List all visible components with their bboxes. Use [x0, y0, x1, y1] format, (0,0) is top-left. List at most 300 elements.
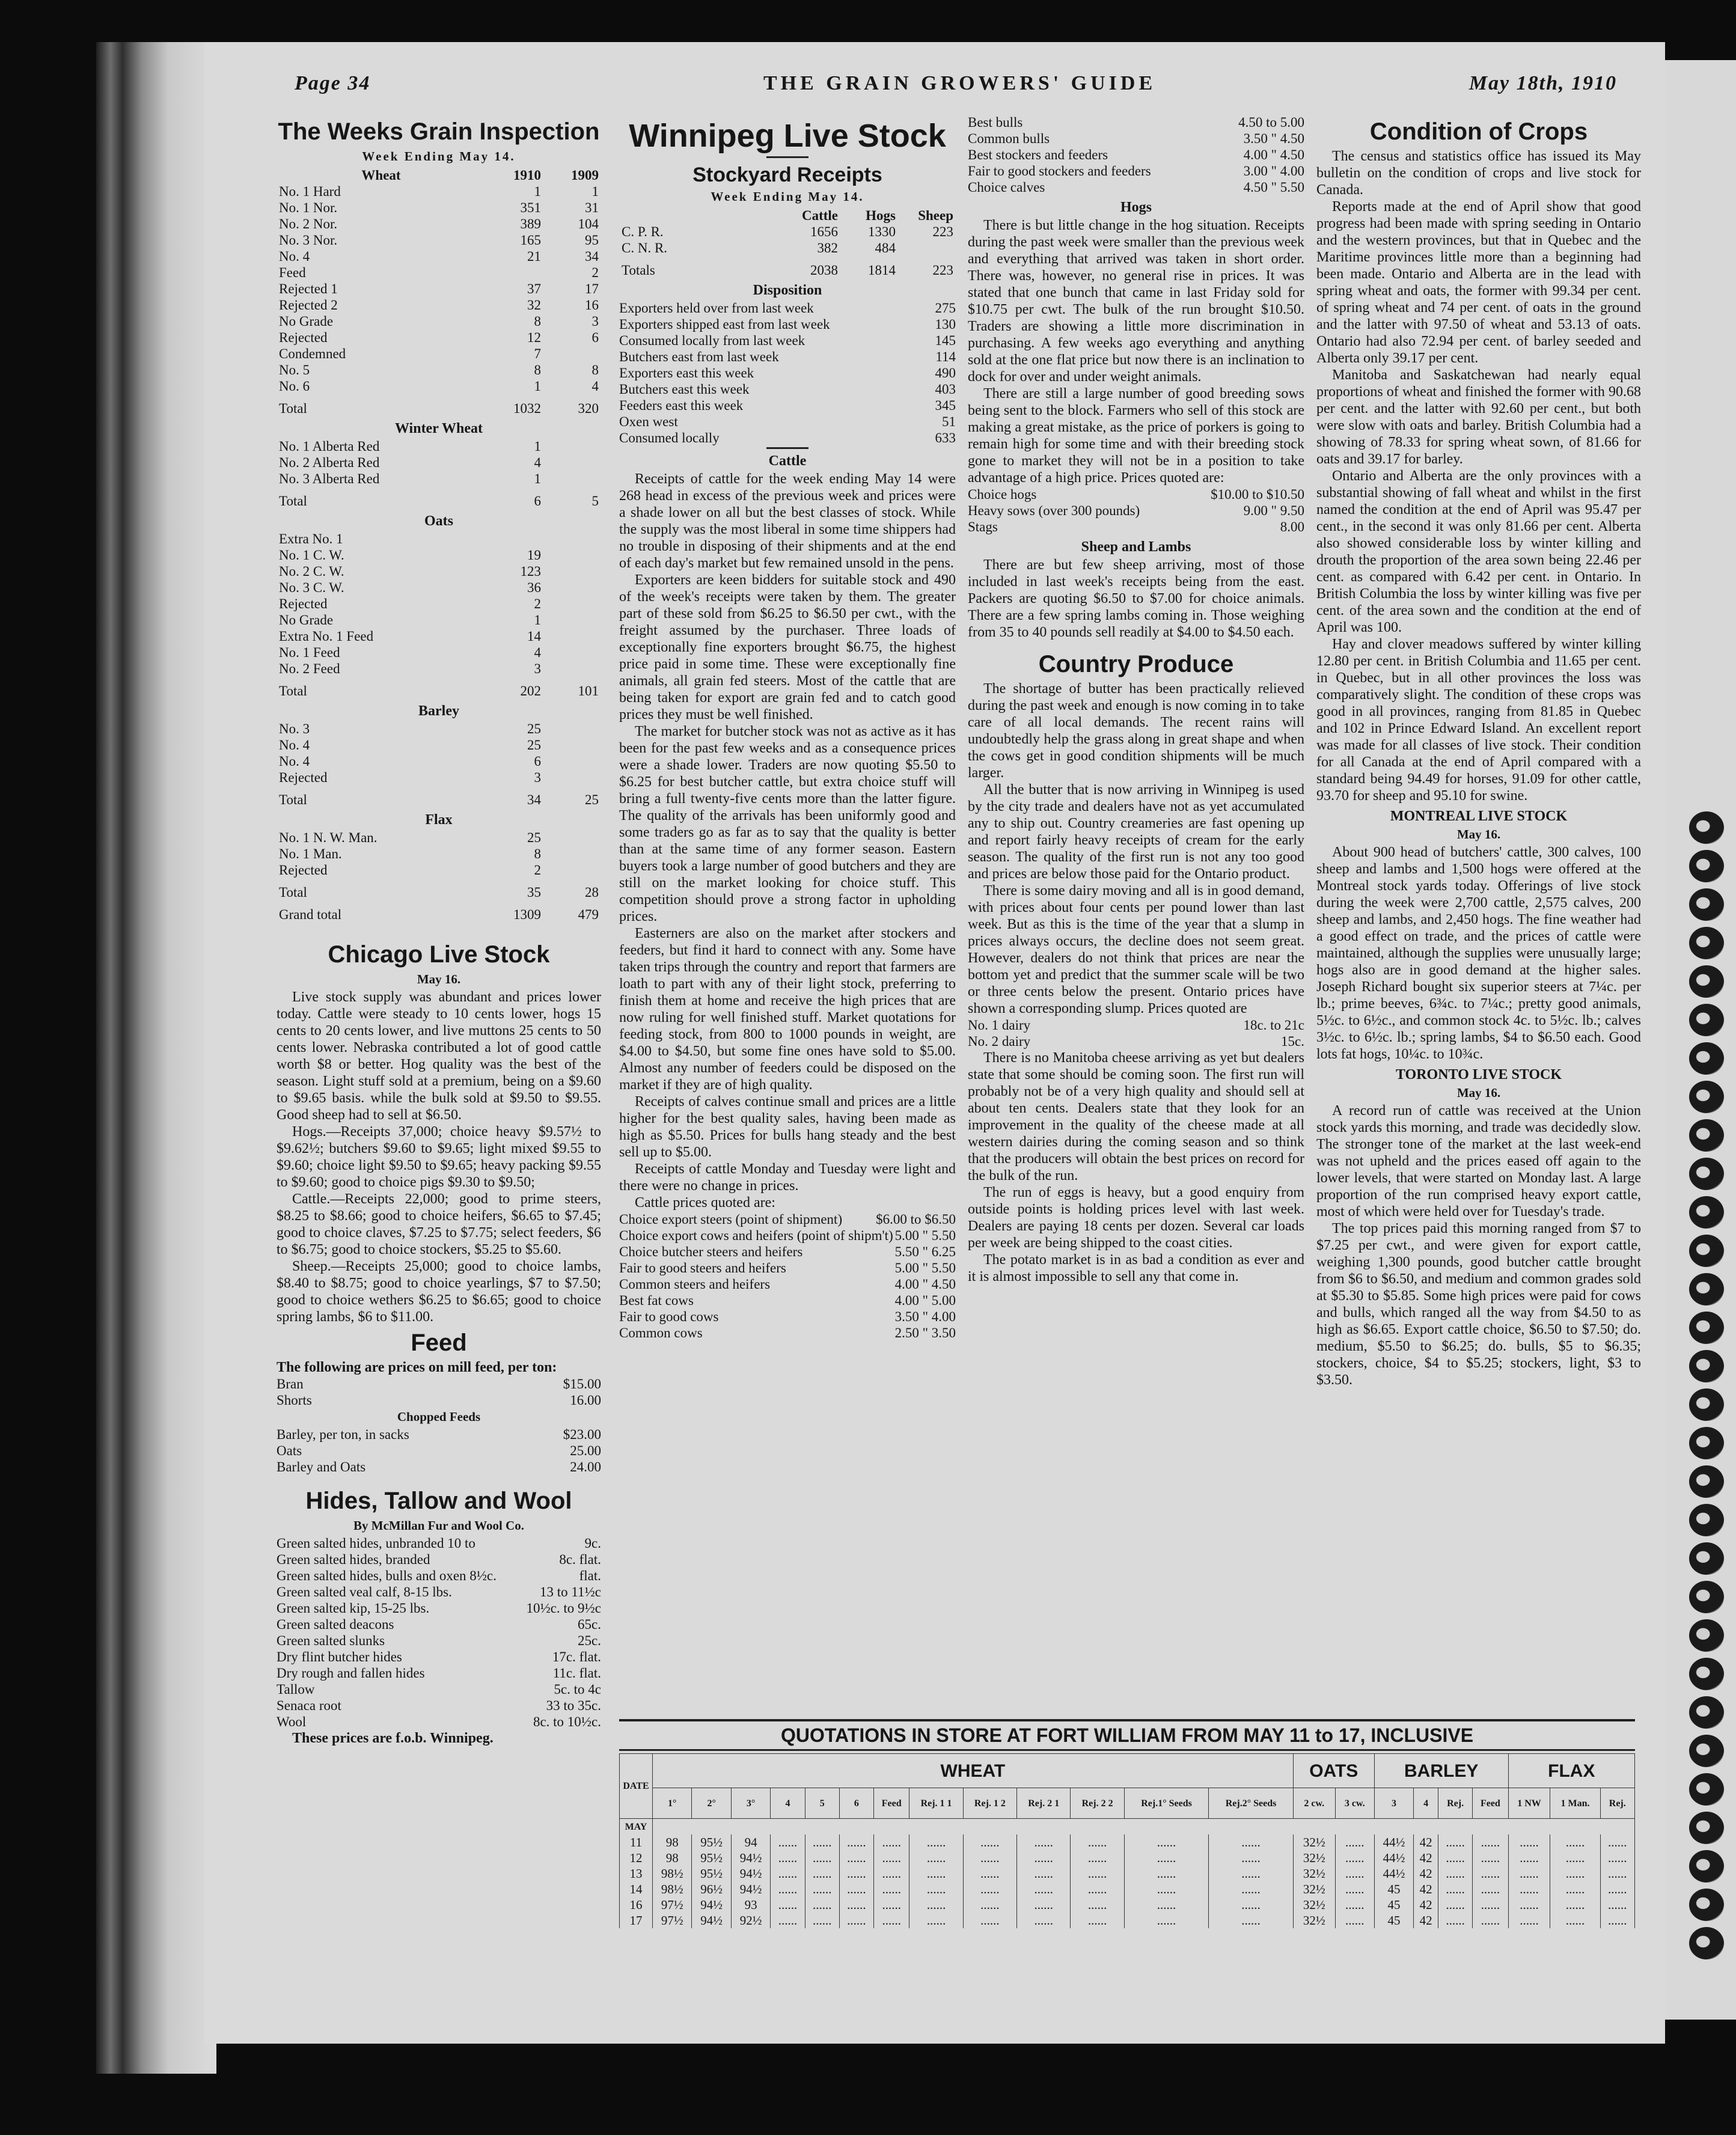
grand-total-label: Grand total — [279, 907, 342, 922]
toronto-title: TORONTO LIVE STOCK — [1395, 1067, 1562, 1083]
row-value: 389 — [520, 216, 541, 231]
hides-title: Hides, Tallow and Wool — [305, 1488, 572, 1514]
table-row — [277, 737, 601, 753]
price-line — [277, 1600, 601, 1616]
quotation-price: 44½ — [1374, 1850, 1413, 1866]
quotation-price: ...... — [1335, 1834, 1374, 1850]
paragraph: Hogs.—Receipts 37,000; choice heavy $9.57½ to $9.62½; butchers $9.60 to $9.65; light mixed $9.55 to $9.60; choice light $9.50 to $9.65; heavy packing $9.55 to $9.60; good to choice pigs $9.30 to $9.50; — [277, 1124, 601, 1190]
table-row — [277, 596, 601, 612]
quotation-price: ...... — [1508, 1834, 1550, 1850]
price-line — [277, 1551, 601, 1568]
receipts-table — [619, 207, 956, 278]
chopped-feed-prices — [277, 1426, 601, 1475]
table-row — [277, 232, 601, 248]
quotation-price: 44½ — [1374, 1866, 1413, 1881]
row-value: 25 — [527, 830, 541, 845]
row-value — [543, 471, 601, 487]
quotation-price: ...... — [1473, 1850, 1508, 1866]
price-line — [968, 163, 1304, 179]
divider — [766, 447, 808, 449]
price-label: No. 2 dairy — [968, 1034, 1031, 1049]
price-value: 18c. to 21c — [1243, 1018, 1304, 1033]
quotation-price: 42 — [1414, 1897, 1438, 1913]
quotation-price: ...... — [963, 1834, 1016, 1850]
quotation-price: ...... — [1124, 1881, 1209, 1897]
row-value — [543, 579, 601, 596]
quotation-price: ...... — [963, 1881, 1016, 1897]
price-label: Best fat cows — [619, 1293, 694, 1308]
issue-date: May 18th, 1910 — [1469, 72, 1617, 94]
price-value: 145 — [935, 333, 956, 348]
paragraph: A record run of cattle was received at the Union stock yards this morning, and trade was decidedly slow. The stronger tone of the market at the last week-end was not upheld and the prices eased off again to the lower levels, that were started on Monday last. A large proportion of the run comprised heavy export cattle, most of which were held over for Tuesday's trade. — [1316, 1103, 1641, 1220]
price-line — [968, 179, 1304, 195]
quotation-price: 44½ — [1374, 1834, 1413, 1850]
row-value: 1 — [591, 184, 599, 199]
table-row — [277, 454, 601, 471]
price-label: Oats — [277, 1443, 302, 1458]
quotation-price: ...... — [874, 1913, 909, 1928]
receipts-rows — [619, 224, 956, 278]
quotation-price: ...... — [771, 1881, 805, 1897]
quotation-price: ...... — [1209, 1897, 1294, 1913]
price-line — [619, 300, 956, 316]
row-value: 6 — [534, 754, 541, 769]
row-value: 1330 — [868, 224, 896, 239]
price-label: Senaca root — [277, 1698, 341, 1713]
page-header — [295, 72, 1629, 108]
cattle-label: Cattle — [768, 453, 807, 469]
row-label: No. 1 Hard — [279, 184, 341, 199]
price-value: 4.00 " 5.00 — [894, 1293, 956, 1308]
bull-prices — [968, 114, 1304, 195]
paragraph: The run of eggs is heavy, but a good enquiry from outside points is holding prices level with last week. Dealers are paying 18 cents per dozen. Several car loads per week are being shipped to the coast cities. — [968, 1185, 1304, 1251]
quotation-price: 95½ — [692, 1850, 731, 1866]
row-value: 8 — [534, 846, 541, 861]
row-value: 101 — [578, 683, 599, 698]
quotation-subheader: 2 cw. — [1293, 1788, 1335, 1819]
table-row — [277, 769, 601, 786]
quotation-price: 32½ — [1293, 1834, 1335, 1850]
price-value: 9.00 " 9.50 — [1243, 503, 1304, 518]
quotation-price: ...... — [1017, 1913, 1071, 1928]
row-value: 7 — [534, 346, 541, 361]
row-label: No. 2 Feed — [279, 661, 340, 676]
price-label: Choice butcher steers and heifers — [619, 1244, 803, 1259]
quotation-row — [620, 1850, 1635, 1866]
quotation-row — [620, 1881, 1635, 1897]
quotation-price: ...... — [909, 1834, 963, 1850]
row-value — [898, 240, 956, 256]
receipts-subtitle: Week Ending May 14. — [711, 189, 864, 204]
year-1910: 1910 — [513, 168, 541, 183]
oats-label: Oats — [424, 513, 453, 529]
quotation-price: 94½ — [731, 1866, 770, 1881]
grand-total-table — [277, 900, 601, 923]
price-line — [619, 397, 956, 414]
produce-paragraphs-2 — [968, 1049, 1304, 1285]
quotation-price: ...... — [874, 1897, 909, 1913]
price-line — [968, 147, 1304, 163]
row-value: 6 — [534, 493, 541, 509]
price-line — [619, 1244, 956, 1260]
table-row — [277, 329, 601, 346]
quotation-price: 32½ — [1293, 1850, 1335, 1866]
quotation-price: ...... — [1124, 1866, 1209, 1881]
table-row — [277, 394, 601, 417]
quotation-price: 97½ — [653, 1897, 692, 1913]
quotation-date: 11 — [620, 1834, 653, 1850]
price-line — [277, 1681, 601, 1697]
quotation-price: ...... — [1600, 1834, 1634, 1850]
binding-ring — [1689, 1465, 1724, 1498]
price-value: 4.50 " 5.50 — [1243, 180, 1304, 195]
quotation-price: 45 — [1374, 1897, 1413, 1913]
paragraph: The market for butcher stock was not as active as it has been for the past few weeks and as a consequence prices were a shade lower. Traders are now quoting $5.50 to $6.25 for best butcher cattle, but extra choice stuff will bring a full twenty-five cents more than the latter figure. The quality of the arrivals has been uniformly good and some traders go as far as to say that the quality is better than at the same time of any former season. Eastern buyers took a large number of good butchers and they are still on the market looking for choice stuff. This competition should prove a strong factor in upholding prices. — [619, 724, 956, 924]
row-value — [543, 644, 601, 661]
price-label: Choice export cows and heifers (point of shipm't) — [619, 1228, 893, 1243]
row-value: 95 — [585, 233, 599, 248]
price-line — [277, 1697, 601, 1714]
price-label: Stags — [968, 519, 998, 534]
newspaper-page — [204, 42, 1665, 2044]
quotations-title: QUOTATIONS IN STORE AT FORT WILLIAM FROM MAY 11 to 17, INCLUSIVE — [619, 1719, 1635, 1751]
row-label: No. 3 C. W. — [279, 580, 344, 595]
quotation-price: ...... — [1209, 1850, 1294, 1866]
quotation-price: ...... — [874, 1850, 909, 1866]
wheat-inspection-table — [277, 167, 601, 417]
table-row — [277, 313, 601, 329]
row-label: Total — [279, 792, 307, 807]
quotation-price: 96½ — [692, 1881, 731, 1897]
table-row — [277, 862, 601, 878]
paragraph: The shortage of butter has been practically relieved during the past week and enough is now coming in to take care of all local demands. The recent rains will undoubtedly help the grass along in great shape and when the cows get in good condition shipments will be much larger. — [968, 681, 1304, 781]
quotation-price: ...... — [1508, 1881, 1550, 1897]
oats-header: OATS — [1293, 1754, 1374, 1788]
table-row — [619, 224, 956, 240]
quotation-price: 97½ — [653, 1913, 692, 1928]
price-value: 3.50 " 4.50 — [1243, 131, 1304, 146]
paragraph: Ontario and Alberta are the only provinces with a substantial showing of fall wheat and whilst in the first named the condition at the end of April was 95.47 per cent., in the second it was only 81.66 per cent. Alberta also showed considerable loss by winter killing and drouth the proportion of the area sown being 22.46 per cent. as compared with 6.42 per cent. in Ontario. In British Columbia the loss by winter killing was five per cent. of the area sown and the condition at the end of April was 100. — [1316, 468, 1641, 635]
montreal-date: May 16. — [1456, 827, 1501, 841]
oats-rows — [277, 531, 601, 699]
paragraph: There is but little change in the hog situation. Receipts during the past week were smaller than the previous week and everything that arrived was taken in short order. There was, however, no general rise in prices. It was stated that one bunch that came in last Friday sold for $10.75 per cwt. The bulk of the run brought $10.50. Traders are showing a little more discrimination in purchasing. A few weeks ago everything and anything sold at the one flat price but now there is an inclination to dock for over and under weight animals. — [968, 218, 1304, 385]
quotation-price: ...... — [805, 1913, 839, 1928]
quotation-price: ...... — [1600, 1866, 1634, 1881]
row-label: Rejected — [279, 863, 328, 878]
price-line — [277, 1376, 601, 1392]
price-value: 25c. — [578, 1633, 601, 1648]
binding-ring — [1689, 927, 1724, 959]
row-label: Total — [279, 493, 307, 509]
row-value: 382 — [817, 240, 838, 255]
row-label: Total — [279, 885, 307, 900]
binding-ring — [1689, 965, 1724, 998]
price-value: 11c. flat. — [552, 1666, 601, 1681]
price-value: 3.00 " 4.00 — [1243, 163, 1304, 179]
paragraph: All the butter that is now arriving in Winnipeg is used by the city trade and dealers have not as yet accumulated any to ship out. Country creameries are fast opening up and report fairly heavy receipts of cream for the early season. The quality of the first run is not any too good and prices are below those paid for the Ontario product. — [968, 782, 1304, 882]
quotation-subheader: Rej. 1 1 — [909, 1788, 963, 1819]
row-value — [543, 769, 601, 786]
price-value: 633 — [935, 430, 956, 445]
price-label: Choice export steers (point of shipment) — [619, 1212, 843, 1227]
quotation-price: ...... — [1550, 1866, 1600, 1881]
quotation-price: ...... — [1124, 1834, 1209, 1850]
price-label: Best bulls — [968, 115, 1023, 130]
binding-ring — [1689, 1542, 1724, 1575]
price-label: Green salted slunks — [277, 1633, 385, 1648]
quotation-price: 42 — [1414, 1881, 1438, 1897]
row-value: 25 — [527, 738, 541, 753]
binding-ring — [1689, 811, 1724, 844]
quotation-subheader: 1° — [653, 1788, 692, 1819]
paragraph: Hay and clover meadows suffered by winter killing 12.80 per cent. in British Columbia and 11.65 per cent. in Quebec, but in all other provinces the loss was comparatively slight. The condition of these crops was good in all provinces, ranging from 81.85 in Quebec and 102 in Prince Edward Island. An excellent report was made for all classes of live stock. Their condition for all Canada at the end of April compared with a standard being 94.49 for horses, 91.09 for other cattle, 93.70 for sheep and 95.10 for swine. — [1316, 637, 1641, 804]
row-value: 223 — [932, 224, 953, 239]
price-label: Fair to good stockers and feeders — [968, 163, 1151, 179]
quotation-price: ...... — [909, 1897, 963, 1913]
row-label: Total — [279, 401, 307, 416]
row-label: No. 1 Feed — [279, 645, 340, 660]
row-value: 4 — [534, 455, 541, 470]
paragraph: The potato market is in as bad a condition as ever and it is almost impossible to sell any that come in. — [968, 1252, 1304, 1284]
row-value: 351 — [520, 200, 541, 215]
row-value: 21 — [527, 249, 541, 264]
quotation-subheader: 4 — [1414, 1788, 1438, 1819]
price-value: 345 — [935, 398, 956, 413]
row-value: 8 — [534, 314, 541, 329]
price-line — [277, 1633, 601, 1649]
price-label: Oxen west — [619, 414, 678, 429]
row-value: 2 — [534, 863, 541, 878]
row-label: Feed — [279, 265, 306, 280]
table-row — [277, 346, 601, 362]
paragraph: Reports made at the end of April show that good progress had been made with spring seeding in Ontario and the western provinces, but that in Quebec and the Maritime provinces little more than a beginning had been made. Ontario and Alberta are in the lead with spring wheat and oats, the former with 99.34 per cent. of spring wheat and 74 per cent. of oats in the ground and the latter with 97.50 of wheat and 53.13 of oats. Ontario had also 72.94 per cent. of barley seeded and Alberta only 39.17 per cent. — [1316, 199, 1641, 366]
row-value — [543, 454, 601, 471]
table-row — [277, 264, 601, 281]
table-row — [277, 487, 601, 509]
quotation-price: ...... — [1071, 1913, 1124, 1928]
quotation-price: ...... — [805, 1834, 839, 1850]
grain-inspection-subtitle: Week Ending May 14. — [362, 149, 516, 163]
quotation-price: ...... — [1017, 1881, 1071, 1897]
quotation-price: ...... — [963, 1897, 1016, 1913]
quotation-price: ...... — [1124, 1850, 1209, 1866]
price-value: 5.00 " 5.50 — [894, 1228, 956, 1243]
quotation-price: 95½ — [692, 1866, 731, 1881]
divider — [766, 156, 808, 158]
price-line — [619, 1211, 956, 1227]
row-value: 1 — [534, 379, 541, 394]
table-row — [277, 661, 601, 677]
quotation-date: 17 — [620, 1913, 653, 1928]
receipts-header-blank — [619, 207, 783, 224]
price-label: Green salted veal calf, 8-15 lbs. — [277, 1584, 452, 1599]
quotation-price: ...... — [909, 1866, 963, 1881]
quotation-price: 42 — [1414, 1866, 1438, 1881]
row-value: 123 — [520, 564, 541, 579]
price-value: 15c. — [1281, 1034, 1304, 1049]
quotation-price: ...... — [771, 1866, 805, 1881]
quotation-price: ...... — [1124, 1897, 1209, 1913]
row-label: No Grade — [279, 612, 334, 628]
binding-ring — [1689, 1619, 1724, 1652]
price-line — [968, 1033, 1304, 1049]
quotation-price: 98 — [653, 1850, 692, 1866]
price-label: Green salted hides, bulls and oxen 8½c. — [277, 1568, 497, 1583]
quotation-price: ...... — [1209, 1834, 1294, 1850]
row-label: No. 1 Nor. — [279, 200, 338, 215]
toronto-date: May 16. — [1456, 1086, 1501, 1100]
quotation-subheader: 1 Man. — [1550, 1788, 1600, 1819]
price-label: Common bulls — [968, 131, 1050, 146]
quotation-price: ...... — [1438, 1866, 1472, 1881]
price-label: Common steers and heifers — [619, 1277, 771, 1292]
row-value: 17 — [585, 281, 599, 296]
price-label: Dry rough and fallen hides — [277, 1666, 425, 1681]
price-label: Barley and Oats — [277, 1459, 366, 1474]
sheep-paragraph: There are but few sheep arriving, most of those included in last week's receipts being from the east. Packers are quoting $6.50 to $7.00 for choice animals. There are a few spring lambs coming in. Those weighing from 35 to 40 pounds sell readily at $4.00 to $4.50 each. — [968, 557, 1304, 640]
paragraph: Live stock supply was abundant and prices lower today. Cattle were steady to 10 cents lower, hogs 15 cents to 20 cents lower, and live muttons 25 cents to 50 cents lower. Nebraska contributed a lot of good cattle worth $8 or better. Hog quality was the best of the season. Light stuff sold at a premium, being on a $9.60 to $9.65 basis. while the bulk sold at $9.50 to $9.55. Good sheep had to sell at $6.50. — [277, 989, 601, 1123]
row-value — [543, 612, 601, 628]
quotation-price: ...... — [874, 1834, 909, 1850]
quotation-price: ...... — [1600, 1897, 1634, 1913]
row-value: 4 — [591, 379, 599, 394]
row-label: Rejected 1 — [279, 281, 338, 296]
table-row — [277, 471, 601, 487]
binding-ring — [1689, 1927, 1724, 1959]
quotation-subheader: Rej. 1 2 — [963, 1788, 1016, 1819]
table-row — [277, 677, 601, 699]
cattle-prices — [619, 1211, 956, 1341]
row-value: 5 — [591, 493, 599, 509]
row-value: 8 — [534, 362, 541, 377]
price-value: 24.00 — [570, 1459, 601, 1474]
row-label: Rejected — [279, 596, 328, 611]
price-value: 114 — [935, 349, 956, 364]
table-row — [277, 721, 601, 737]
price-line — [277, 1665, 601, 1681]
row-value: 2 — [534, 596, 541, 611]
price-value: 5.50 " 6.25 — [894, 1244, 956, 1259]
quotation-subheader: 1 NW — [1508, 1788, 1550, 1819]
row-label: No. 4 — [279, 249, 310, 264]
quotation-price: ...... — [1508, 1913, 1550, 1928]
price-value: $15.00 — [563, 1376, 601, 1391]
quotation-price: ...... — [1209, 1866, 1294, 1881]
row-value: 320 — [578, 401, 599, 416]
quotation-price: ...... — [1600, 1913, 1634, 1928]
price-value: 8.00 — [1280, 519, 1304, 534]
hides-byline: By McMillan Fur and Wool Co. — [353, 1518, 524, 1533]
grand-total-1909: 479 — [578, 907, 599, 922]
price-label: Shorts — [277, 1393, 312, 1408]
quotation-price: ...... — [839, 1834, 873, 1850]
price-line — [619, 381, 956, 397]
quotation-price: ...... — [1550, 1881, 1600, 1897]
table-row — [277, 579, 601, 596]
produce-paragraphs — [968, 680, 1304, 1017]
quotation-price: ...... — [839, 1881, 873, 1897]
quotation-subheader: 3° — [731, 1788, 770, 1819]
price-line — [968, 519, 1304, 535]
quotation-price: ...... — [1071, 1834, 1124, 1850]
quotation-price: ...... — [1508, 1866, 1550, 1881]
paragraph: Receipts of calves continue small and prices are a little higher for the best quality sales, having been made as high as $5.50. Prices for bulls hang steady and the best sell up to $5.00. — [619, 1094, 956, 1160]
price-label: Wool — [277, 1714, 307, 1729]
price-label: Green salted kip, 15-25 lbs. — [277, 1601, 430, 1616]
quotation-price: ...... — [1017, 1866, 1071, 1881]
price-line — [968, 130, 1304, 147]
quotation-subheader: 2° — [692, 1788, 731, 1819]
table-row — [619, 240, 956, 256]
row-value: 1 — [534, 184, 541, 199]
price-line — [968, 486, 1304, 502]
price-line — [619, 1325, 956, 1341]
quotation-subheader: Rej. — [1438, 1788, 1472, 1819]
row-label: Rejected — [279, 330, 328, 345]
toronto-paragraphs — [1316, 1102, 1641, 1388]
winter-wheat-table — [277, 438, 601, 509]
quotation-price: ...... — [839, 1897, 873, 1913]
quotation-price: ...... — [1473, 1897, 1508, 1913]
quotation-price: ...... — [839, 1850, 873, 1866]
row-label: No. 1 Alberta Red — [279, 439, 380, 454]
quotation-price: 94½ — [731, 1850, 770, 1866]
table-row — [619, 256, 956, 278]
price-value: 4.00 " 4.50 — [894, 1277, 956, 1292]
row-value — [543, 628, 601, 644]
row-value — [543, 661, 601, 677]
row-value — [543, 862, 601, 878]
quotation-price: ...... — [771, 1834, 805, 1850]
row-value: 202 — [520, 683, 541, 698]
flax-label: Flax — [425, 812, 453, 828]
price-value: 4.50 to 5.00 — [1238, 115, 1304, 130]
row-label: No. 4 — [279, 738, 310, 753]
price-line — [277, 1584, 601, 1600]
table-row — [277, 183, 601, 200]
binding-ring — [1689, 1735, 1724, 1767]
binding-ring — [1689, 1581, 1724, 1613]
row-label: Totals — [622, 263, 655, 278]
binding-ring — [1689, 1889, 1724, 1921]
binding-ring — [1689, 1119, 1724, 1152]
quotation-price: 98½ — [653, 1881, 692, 1897]
feed-title: Feed — [411, 1330, 467, 1356]
table-row — [277, 297, 601, 313]
price-value: 17c. flat. — [552, 1649, 601, 1664]
row-value: 1 — [534, 612, 541, 628]
binding-ring — [1689, 1312, 1724, 1344]
binding-ring — [1689, 1042, 1724, 1075]
quotation-price: ...... — [1438, 1834, 1472, 1850]
quotation-price: ...... — [1438, 1850, 1472, 1866]
quotation-price: ...... — [1335, 1897, 1374, 1913]
row-label: Extra No. 1 Feed — [279, 629, 374, 644]
table-row — [277, 846, 601, 862]
quotation-subheader: 4 — [771, 1788, 805, 1819]
row-value: 1814 — [868, 263, 896, 278]
quotation-price: 32½ — [1293, 1913, 1335, 1928]
row-value — [543, 737, 601, 753]
hogs-label: Hogs — [1120, 200, 1152, 215]
quotation-subheader: Feed — [874, 1788, 909, 1819]
binding-ring — [1689, 1350, 1724, 1382]
row-value: 8 — [591, 362, 599, 377]
quotation-price: ...... — [963, 1913, 1016, 1928]
quotation-price: 98 — [653, 1834, 692, 1850]
price-label: Heavy sows (over 300 pounds) — [968, 503, 1140, 518]
row-value: 25 — [585, 792, 599, 807]
